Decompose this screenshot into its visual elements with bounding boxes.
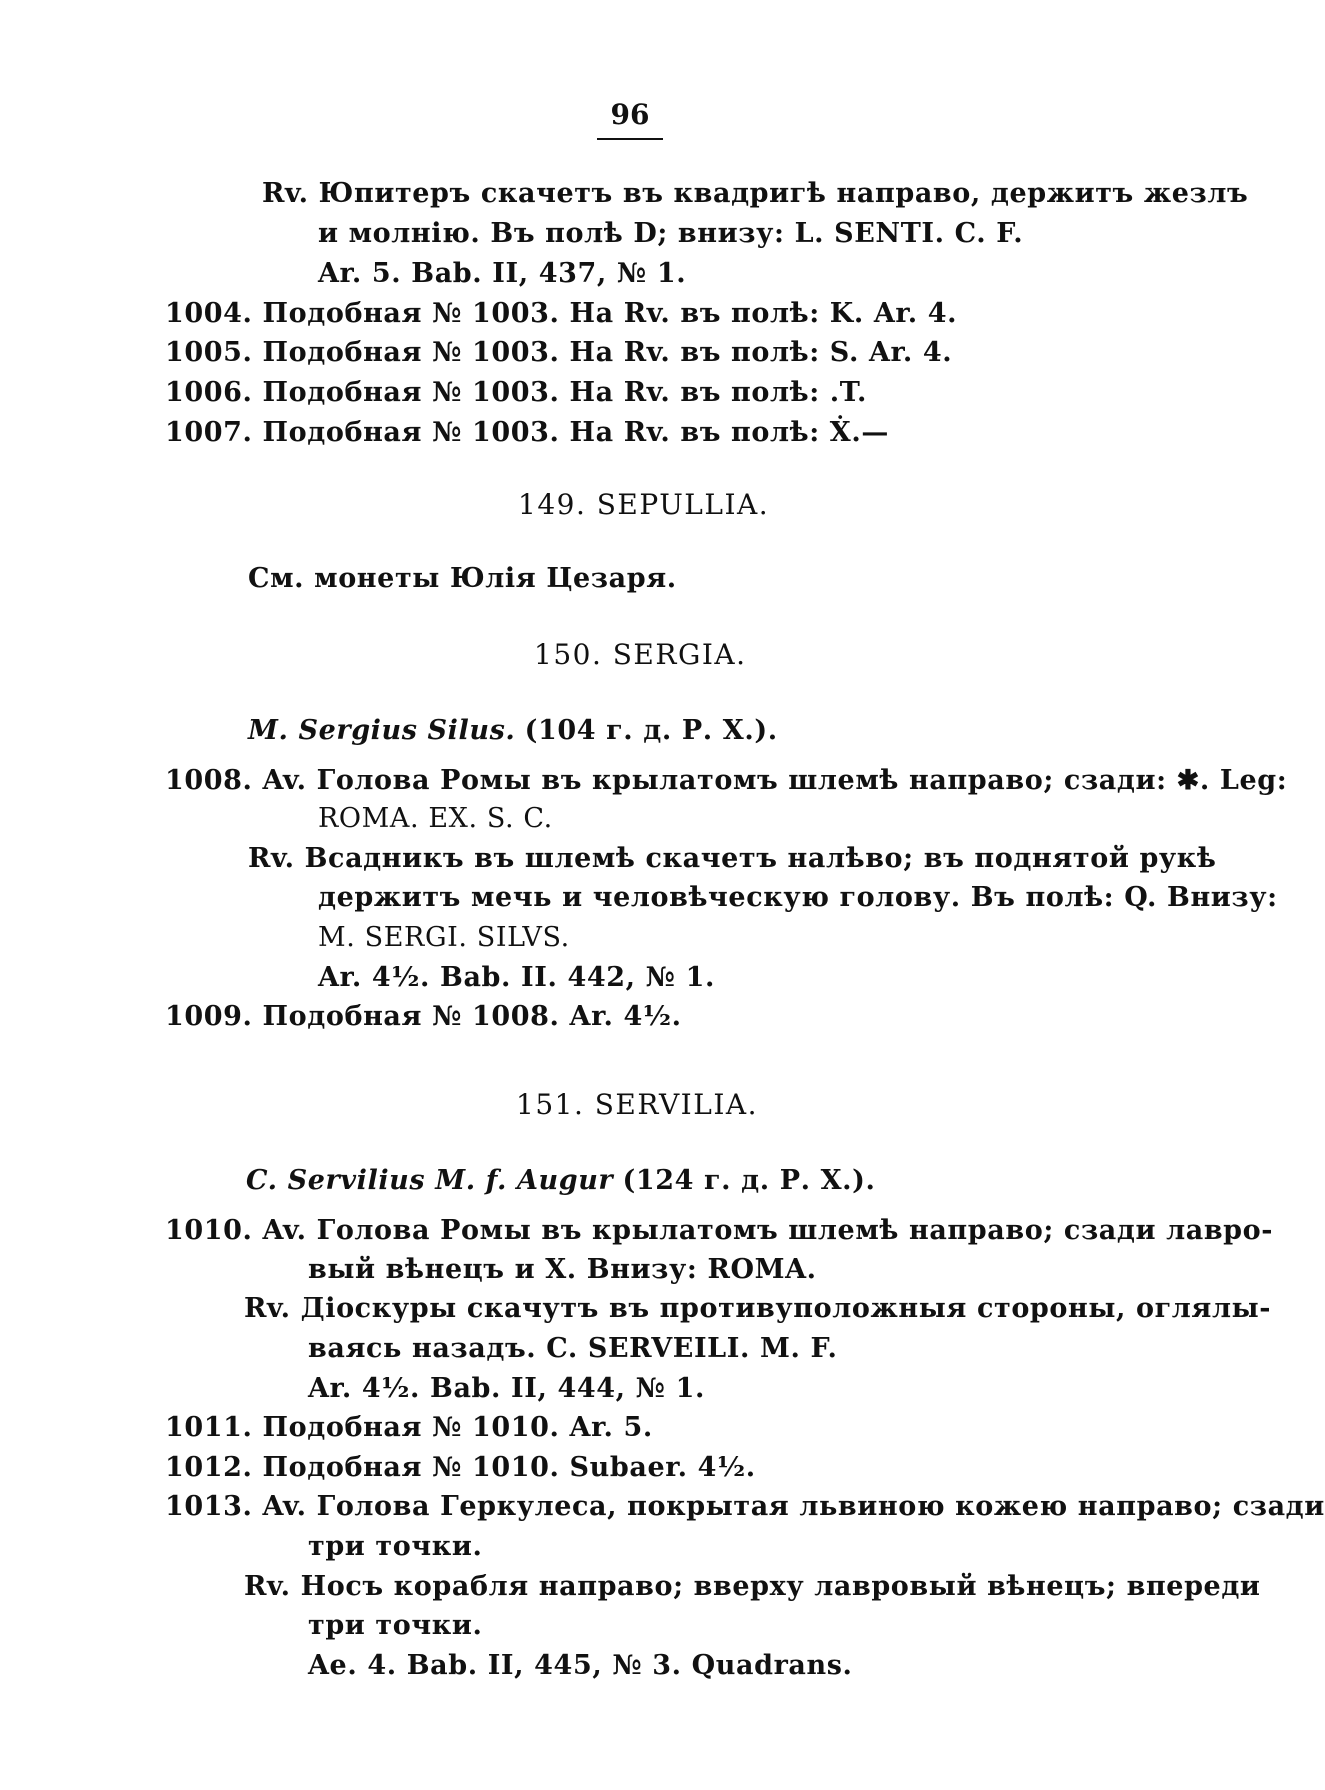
moneyer-name: C. Servilius M. f. Augur xyxy=(246,1165,614,1196)
text-line: три точки. xyxy=(308,1610,483,1641)
section-heading-151: 151. SERVILIA. xyxy=(516,1088,759,1121)
text-line: ROMA. EX. S. C. xyxy=(318,803,553,834)
entry-line-1004: 1004. Подобная № 1003. На Rv. въ полѣ: K. Ar. 4. xyxy=(165,298,958,329)
text-line: три точки. xyxy=(308,1531,483,1562)
entry-line-1007: 1007. Подобная № 1003. На Rv. въ полѣ: Ẋ.— xyxy=(165,417,889,448)
section-heading-150: 150. SERGIA. xyxy=(534,638,747,671)
text-line: Rv. Юпитеръ скачетъ въ квадригѣ направо, держитъ жезлъ xyxy=(262,178,1249,209)
moneyer-line xyxy=(246,1165,876,1197)
entry-line-1005: 1005. Подобная № 1003. На Rv. въ полѣ: S. Ar. 4. xyxy=(165,337,953,368)
page-number: 96 xyxy=(610,98,650,131)
text-line: Rv. Всадникъ въ шлемѣ скачетъ налѣво; въ поднятой рукѣ xyxy=(248,843,1217,874)
moneyer-date: (124 г. д. Р. Х.). xyxy=(622,1165,876,1196)
entry-line-1010: 1010. Av. Голова Ромы въ крылатомъ шлемѣ направо; сзади лавро- xyxy=(165,1215,1274,1246)
text-line: держитъ мечь и человѣческую голову. Въ полѣ: Q. Внизу: xyxy=(318,882,1278,913)
entry-line-1009: 1009. Подобная № 1008. Ar. 4½. xyxy=(165,1001,682,1032)
entry-line-1012: 1012. Подобная № 1010. Subaer. 4½. xyxy=(165,1452,756,1483)
text-line: Ar. 5. Bab. II, 437, № 1. xyxy=(318,258,687,289)
text-line: ваясь назадъ. C. SERVEILI. M. F. xyxy=(308,1333,838,1364)
text-line: Ar. 4½. Bab. II, 444, № 1. xyxy=(308,1373,705,1404)
text-line: См. монеты Юлія Цезаря. xyxy=(248,563,677,594)
text-line: Rv. Діоскуры скачутъ въ противуположныя стороны, оглялы- xyxy=(244,1293,1272,1324)
section-heading-149: 149. SEPULLIA. xyxy=(518,488,770,521)
text-line: Rv. Носъ корабля направо; вверху лавровый вѣнецъ; впереди xyxy=(244,1571,1261,1602)
entry-line-1006: 1006. Подобная № 1003. На Rv. въ полѣ: .T. xyxy=(165,377,868,408)
moneyer-line xyxy=(248,715,778,747)
text-line: вый вѣнецъ и X. Внизу: ROMA. xyxy=(308,1254,817,1285)
entry-line-1013: 1013. Av. Голова Геркулеса, покрытая львиною кожею направо; сзади xyxy=(165,1491,1325,1522)
entry-line-1008: 1008. Av. Голова Ромы въ крылатомъ шлемѣ направо; сзади: ✱. Leg: xyxy=(165,765,1288,796)
page-number-rule xyxy=(597,138,663,140)
moneyer-name: M. Sergius Silus. xyxy=(248,715,516,746)
text-line: и молнію. Въ полѣ D; внизу: L. SENTI. C. F. xyxy=(318,218,1024,249)
entry-line-1011: 1011. Подобная № 1010. Ar. 5. xyxy=(165,1412,653,1443)
text-line: M. SERGI. SILVS. xyxy=(318,922,570,953)
moneyer-date: (104 г. д. Р. Х.). xyxy=(524,715,778,746)
text-line: Ae. 4. Bab. II, 445, № 3. Quadrans. xyxy=(308,1650,853,1681)
text-line: Ar. 4½. Bab. II. 442, № 1. xyxy=(318,962,715,993)
